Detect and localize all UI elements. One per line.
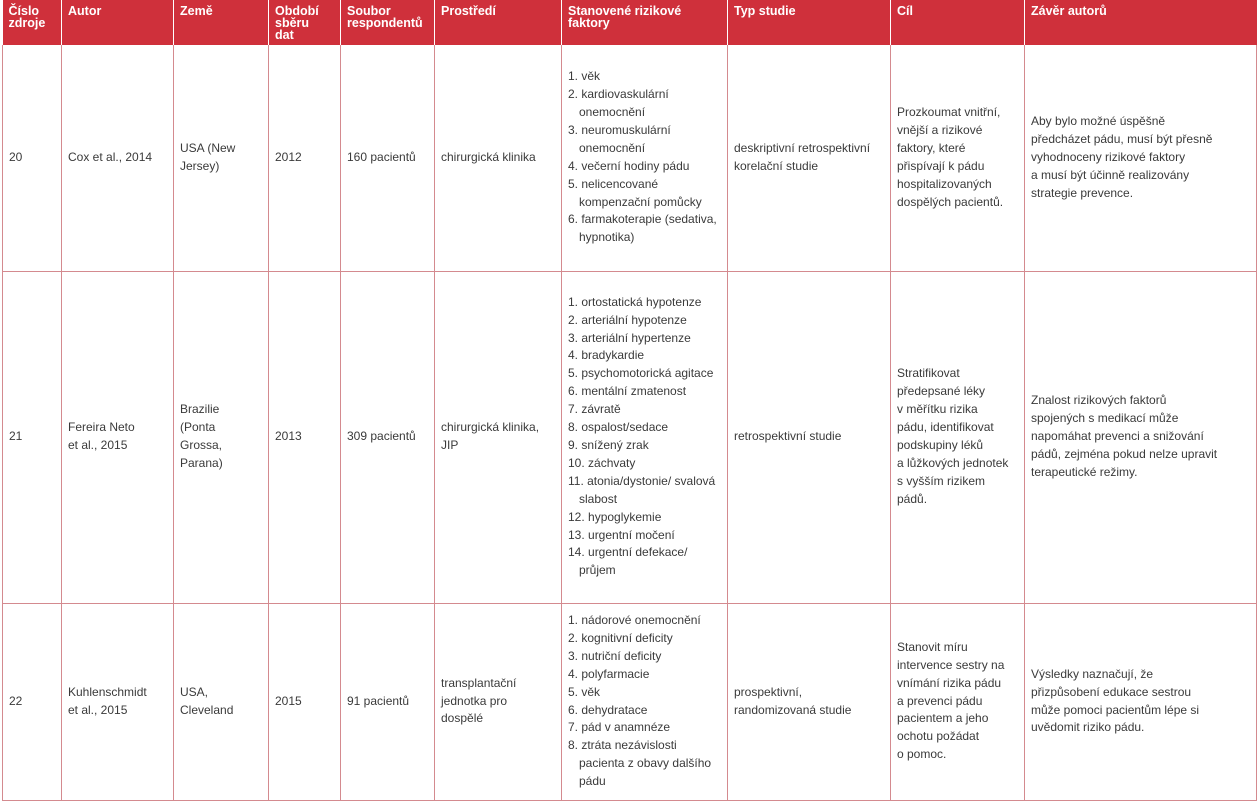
risk-factor-item: 6. mentální zmatenost <box>568 384 687 399</box>
cell-risk-factors <box>562 271 728 603</box>
cell-study-type: prospektivní, randomizovaná studie <box>728 603 891 800</box>
risk-factor-item: 4. polyfarmacie <box>568 666 650 681</box>
cell-sample: 160 pacientů <box>341 45 435 271</box>
risk-factor-item: 12. hypoglykemie <box>568 509 662 524</box>
risk-factor-item: 3. nutriční deficity <box>568 648 662 663</box>
risk-factor-item: 2. kognitivní deficity <box>568 630 673 645</box>
cell-period: 2012 <box>269 45 341 271</box>
cell-aim: Stratifikovat předepsané léky v měřítku rizika pádu, identifikovat podskupiny léků a lůžkových jednotek s vyšším rizikem pádů. <box>891 271 1025 603</box>
cell-aim: Stanovit míru intervence sestry na vnímání rizika pádu a prevenci pádu pacientem a jeho ochotu požádat o pomoc. <box>891 603 1025 800</box>
header-source-number: Číslo zdroje <box>3 0 62 45</box>
header-study-type: Typ studie <box>728 0 891 45</box>
cell-conclusion: Aby bylo možné úspěšně předcházet pádu, musí být přesně vyhodnoceny rizikové faktory a musí být účinně realizovány strategie prevence. <box>1025 45 1257 271</box>
cell-source-number: 21 <box>3 271 62 603</box>
risk-factor-item: 8. ztráta nezávislosti pacienta z obavy dalšího pádu <box>568 738 712 789</box>
header-sample: Soubor respondentů <box>341 0 435 45</box>
cell-period: 2015 <box>269 603 341 800</box>
cell-author: Fereira Neto et al., 2015 <box>62 271 174 603</box>
risk-factor-item: 6. farmakoterapie (sedativa, hypnotika) <box>568 212 717 245</box>
risk-factor-item: 5. věk <box>568 684 601 699</box>
studies-table <box>2 0 1257 801</box>
risk-factor-item: 1. věk <box>568 69 601 84</box>
risk-factor-list <box>568 612 721 791</box>
cell-period: 2013 <box>269 271 341 603</box>
cell-setting: chirurgická klinika, JIP <box>435 271 562 603</box>
cell-sample: 309 pacientů <box>341 271 435 603</box>
cell-study-type: retrospektivní studie <box>728 271 891 603</box>
risk-factor-item: 2. arteriální hypotenze <box>568 312 687 327</box>
header-author: Autor <box>62 0 174 45</box>
risk-factor-item: 8. ospalost/sedace <box>568 420 669 435</box>
cell-source-number: 22 <box>3 603 62 800</box>
cell-setting: transplantační jednotka pro dospělé <box>435 603 562 800</box>
cell-country: Brazilie (Ponta Grossa, Parana) <box>174 271 269 603</box>
cell-sample: 91 pacientů <box>341 603 435 800</box>
risk-factor-item: 5. nelicencované kompenzační pomůcky <box>568 176 702 209</box>
header-country: Země <box>174 0 269 45</box>
header-row <box>3 0 1257 45</box>
risk-factor-list <box>568 294 721 581</box>
cell-country: USA, Cleveland <box>174 603 269 800</box>
cell-study-type: deskriptivní retrospektivní korelační studie <box>728 45 891 271</box>
risk-factor-item: 7. závratě <box>568 402 621 417</box>
risk-factor-item: 4. večerní hodiny pádu <box>568 158 690 173</box>
cell-country: USA (New Jersey) <box>174 45 269 271</box>
risk-factor-item: 5. psychomotorická agitace <box>568 366 714 381</box>
risk-factor-item: 1. nádorové onemocnění <box>568 612 701 627</box>
cell-aim: Prozkoumat vnitřní, vnější a rizikové faktory, které přispívají k pádu hospitalizovaných dospělých pacientů. <box>891 45 1025 271</box>
cell-author: Cox et al., 2014 <box>62 45 174 271</box>
risk-factor-item: 9. snížený zrak <box>568 438 649 452</box>
table-row <box>3 45 1257 271</box>
table-row <box>3 603 1257 800</box>
risk-factor-item: 3. neuromuskulární onemocnění <box>568 122 671 155</box>
cell-risk-factors <box>562 603 728 800</box>
risk-factor-item: 1. ortostatická hypotenze <box>568 294 702 309</box>
risk-factor-item: 6. dehydratace <box>568 702 648 717</box>
risk-factor-item: 3. arteriální hypertenze <box>568 330 691 345</box>
cell-conclusion: Výsledky naznačují, že přizpůsobení edukace sestrou může pomoci pacientům lépe si uvědomit riziko pádu. <box>1025 603 1257 800</box>
risk-factor-item: 14. urgentní defekace/ průjem <box>568 545 688 578</box>
header-conclusion: Závěr autorů <box>1025 0 1257 45</box>
risk-factor-item: 2. kardiovaskulární onemocnění <box>568 87 669 120</box>
cell-author: Kuhlenschmidt et al., 2015 <box>62 603 174 800</box>
risk-factor-item: 11. atonia/dystonie/ svalová slabost <box>568 473 716 506</box>
cell-setting: chirurgická klinika <box>435 45 562 271</box>
risk-factor-item: 13. urgentní močení <box>568 527 675 542</box>
cell-risk-factors <box>562 45 728 271</box>
cell-source-number: 20 <box>3 45 62 271</box>
header-collection-period: Období sběru dat <box>269 0 341 45</box>
table-row <box>3 271 1257 603</box>
header-risk-factors: Stanovené rizikové faktory <box>562 0 728 45</box>
risk-factor-list <box>568 68 721 247</box>
risk-factor-item: 4. bradykardie <box>568 348 645 363</box>
risk-factor-item: 10. záchvaty <box>568 455 636 470</box>
risk-factor-item: 7. pád v anamnéze <box>568 720 671 735</box>
header-aim: Cíl <box>891 0 1025 45</box>
header-setting: Prostředí <box>435 0 562 45</box>
cell-conclusion: Znalost rizikových faktorů spojených s medikací může napomáhat prevenci a snižování pádů, zejména pokud nelze upravit terapeutické režimy. <box>1025 271 1257 603</box>
